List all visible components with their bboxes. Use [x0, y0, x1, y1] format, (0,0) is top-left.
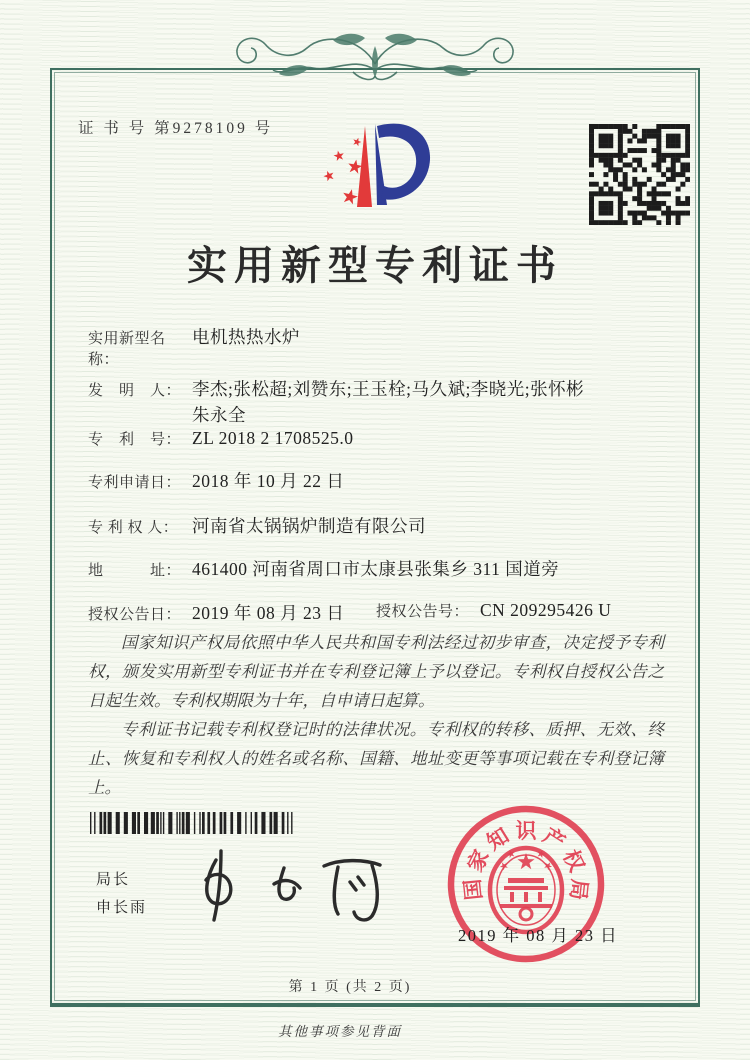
- field-value: CN 209295426 U: [480, 600, 612, 620]
- certificate-title: 实用新型专利证书: [187, 243, 563, 288]
- barcode: [90, 812, 295, 834]
- field-value: 电机热热水炉: [192, 327, 300, 347]
- legal-paragraph: 专利证书记载专利权登记时的法律状况。专利权的转移、质押、无效、终止、恢复和专利权人的姓名或名称、国籍、地址变更等事项记载在专利登记簿上。: [88, 720, 664, 797]
- qr-code: [589, 124, 690, 225]
- field-value: 河南省太锅锅炉制造有限公司: [192, 516, 426, 536]
- seal-date: 2019 年 08 月 23 日: [458, 926, 619, 945]
- field-row-filing-date: [88, 468, 666, 493]
- legal-paragraph: 国家知识产权局依照中华人民共和国专利法经过初步审查，决定授予专利权，颁发实用新型专利证书并在专利登记簿上予以登记。专利权自授权公告之日起生效。专利权期限为十年，自申请日起算。: [88, 633, 664, 710]
- signature-icon: [188, 846, 393, 924]
- field-row-address: [88, 556, 666, 581]
- field-value: 2018 年 10 月 22 日: [192, 471, 345, 491]
- svg-text:局: 局: [565, 877, 592, 902]
- field-value: ZL 2018 2 1708525.0: [192, 428, 354, 448]
- svg-text:知: 知: [482, 823, 514, 855]
- field-label: 实用新型名称：: [88, 331, 166, 368]
- green-scroll-ornament-icon: [213, 26, 537, 100]
- field-value: 461400 河南省周口市太康县张集乡 311 国道旁: [192, 559, 560, 579]
- field-row-patent-no: [88, 428, 666, 449]
- field-value: 李杰;张松超;刘赞东;王玉栓;马久斌;李晓光;张怀彬: [192, 379, 585, 399]
- legal-text-block: [88, 628, 664, 802]
- field-label: 授权公告号：: [376, 604, 470, 620]
- field-label: 专利申请日：: [88, 475, 182, 491]
- field-label: 专 利 号：: [88, 432, 182, 448]
- field-label: 授权公告日：: [88, 607, 182, 623]
- field-value: 2019 年 08 月 23 日: [192, 603, 345, 623]
- field-value-line2: 朱永全: [192, 405, 246, 425]
- field-pair-grant-no: [376, 600, 611, 621]
- page-number: 第 1 页 (共 2 页): [288, 980, 412, 995]
- field-label: 专 利 权 人：: [88, 520, 179, 536]
- svg-text:权: 权: [558, 846, 590, 876]
- field-label: 地 址：: [88, 563, 182, 579]
- svg-text:识: 识: [515, 819, 537, 843]
- field-row-patentee: [88, 513, 666, 538]
- signer-title: 局长: [96, 871, 131, 888]
- footer-note: 其他事项参见背面: [278, 1024, 402, 1039]
- svg-text:国: 国: [460, 877, 487, 902]
- svg-text:产: 产: [538, 823, 570, 855]
- certificate-number: 证 书 号 第9278109 号: [78, 120, 274, 137]
- svg-text:家: 家: [462, 846, 494, 876]
- field-label: 发 明 人：: [88, 383, 182, 399]
- seal-emblem: [490, 848, 562, 932]
- signer-name: 申长雨: [96, 899, 148, 916]
- field-row-inventors: [88, 376, 666, 425]
- cnipa-patent-logo-icon: [295, 112, 480, 237]
- field-row-name: [88, 324, 666, 369]
- field-row-grant: [88, 600, 666, 625]
